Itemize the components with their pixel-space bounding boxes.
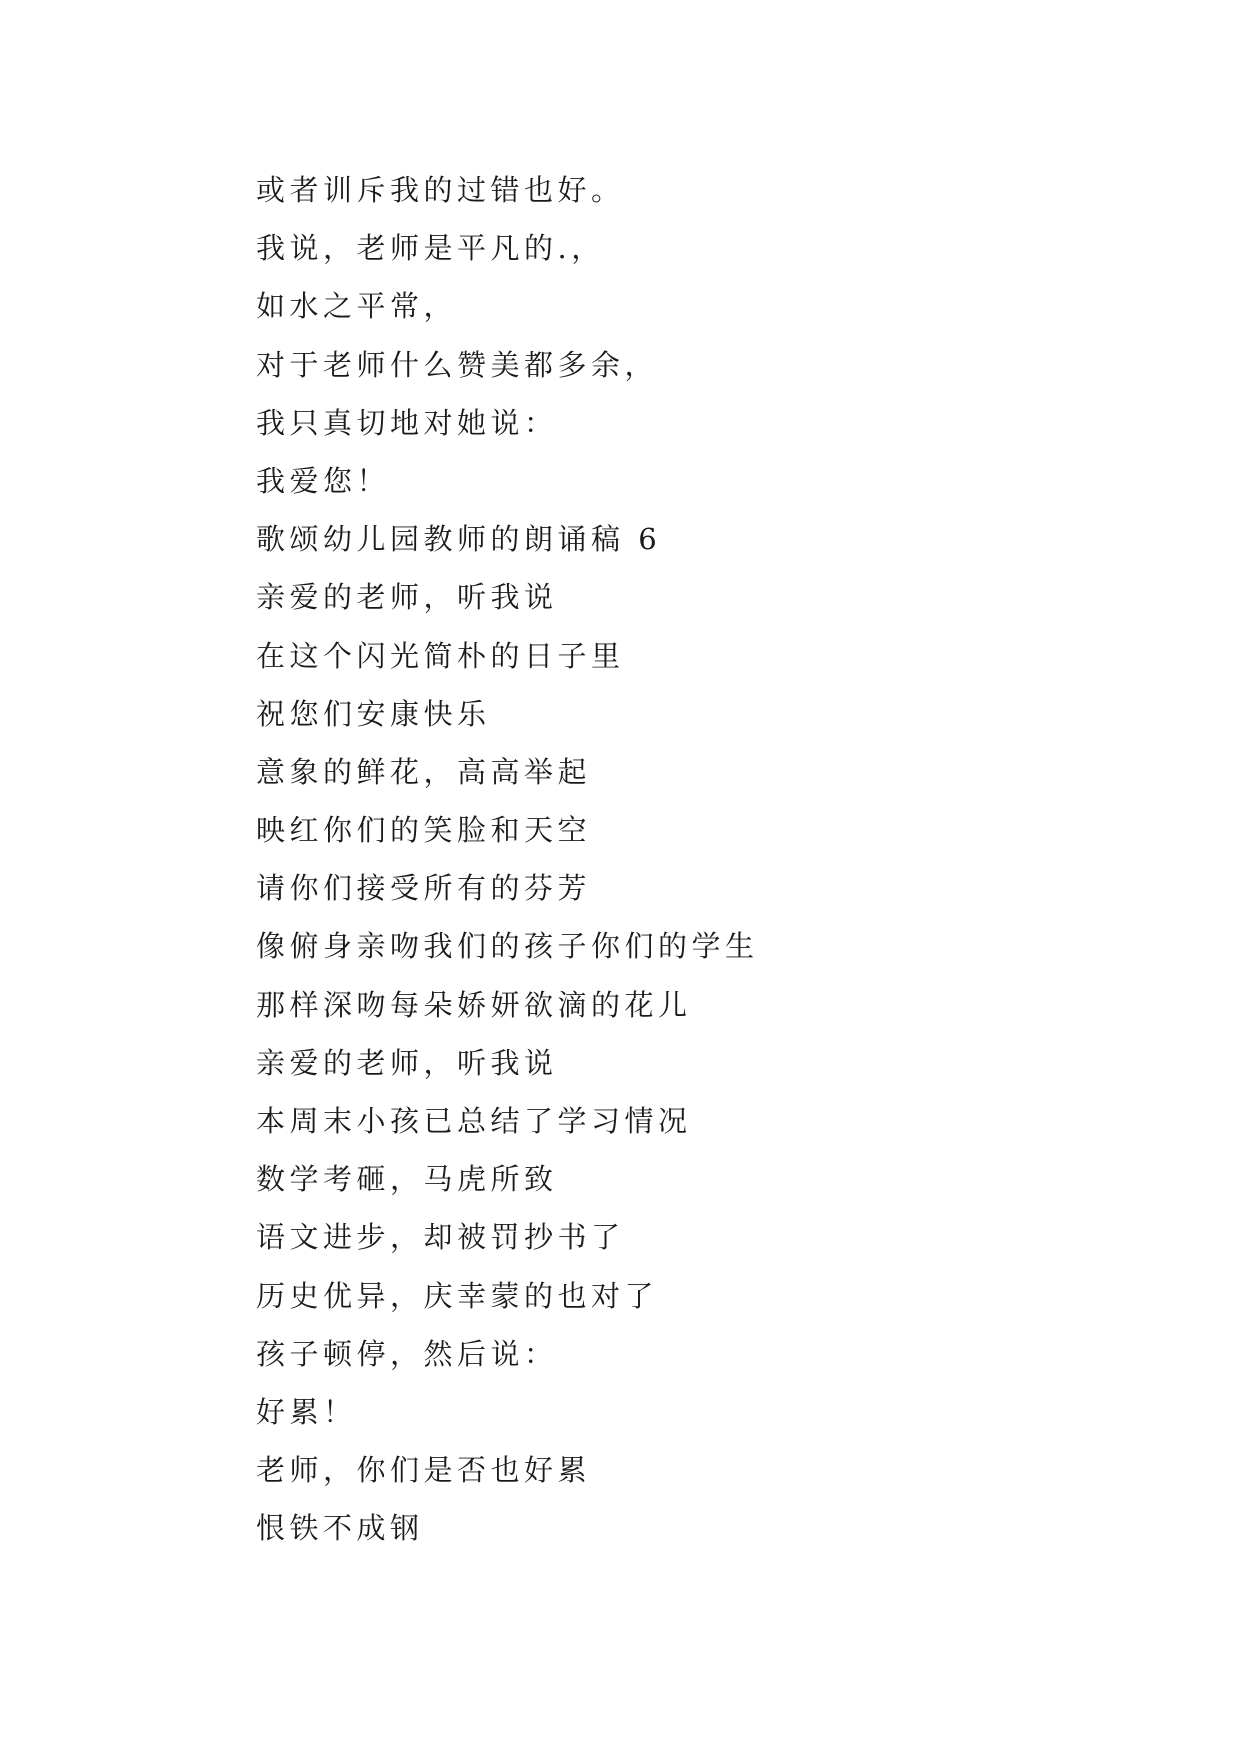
text-line: 语文进步，却被罚抄书了 — [256, 1220, 625, 1255]
text-line: 那样深吻每朵娇妍欲滴的花儿 — [256, 987, 692, 1022]
text-line: 在这个闪光简朴的日子里 — [256, 638, 625, 673]
text-line: 老师，你们是否也好累 — [256, 1453, 592, 1488]
text-line: 请你们接受所有的芬芳 — [256, 871, 592, 906]
text-line: 映红你们的笑脸和天空 — [256, 813, 592, 848]
text-line: 孩子顿停，然后说： — [256, 1336, 558, 1371]
text-line: 亲爱的老师，听我说 — [256, 1045, 558, 1080]
poem-text-block — [256, 161, 1156, 1558]
text-line: 本周末小孩已总结了学习情况 — [256, 1104, 692, 1138]
text-line: 历史优异，庆幸蒙的也对了 — [256, 1278, 659, 1313]
text-line: 我爱您！ — [256, 463, 391, 498]
text-line: 好累！ — [256, 1394, 357, 1429]
text-line: 亲爱的老师，听我说 — [256, 580, 558, 615]
section-title: 歌颂幼儿园教师的朗诵稿 6 — [256, 522, 662, 557]
text-line: 我只真切地对她说： — [256, 405, 558, 440]
text-line: 像俯身亲吻我们的孩子你们的学生 — [256, 929, 759, 964]
text-line: 祝您们安康快乐 — [256, 696, 491, 731]
text-line: 对于老师什么赞美都多余， — [256, 347, 659, 382]
text-line: 如水之平常， — [256, 289, 458, 324]
text-line: 意象的鲜花，高高举起 — [256, 754, 592, 789]
text-line: 恨铁不成钢 — [256, 1511, 424, 1546]
text-line: 数学考砸，马虎所致 — [256, 1162, 558, 1197]
text-line: 或者训斥我的过错也好。 — [256, 173, 625, 207]
text-line: 我说，老师是平凡的.， — [256, 231, 605, 266]
